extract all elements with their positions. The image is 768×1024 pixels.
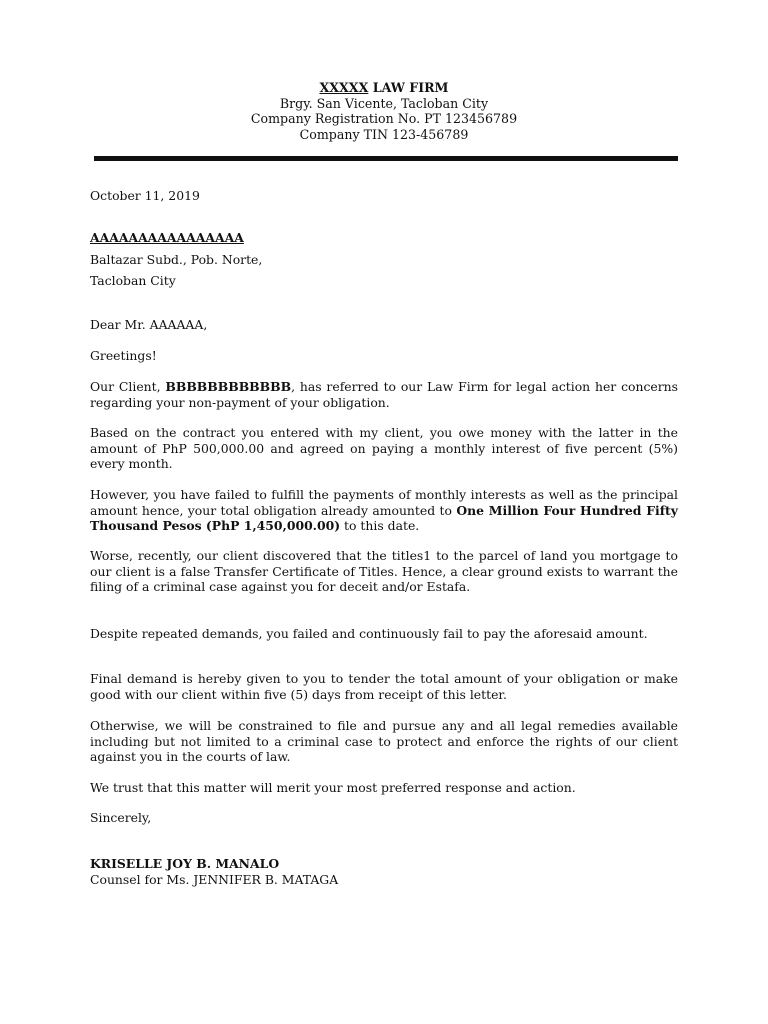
firm-name-placeholder: XXXXX — [319, 80, 369, 95]
client-name: BBBBBBBBBBBB — [165, 379, 292, 394]
firm-address: Brgy. San Vicente, Tacloban City — [279, 95, 489, 111]
greeting: Greetings! — [90, 348, 157, 363]
paragraph-repeated-demands: Despite repeated demands, you failed and continuously fail to pay the aforesaid amount. — [90, 626, 648, 641]
obligation-amount: One Million Four Hundred Fifty Thousand Pesos (PhP 1,450,000.00) — [90, 502, 678, 533]
firm-registration: Company Registration No. PT 123456789 — [250, 111, 518, 126]
signatory-title: Counsel for Ms. JENNIFER B. MATAGA — [90, 872, 339, 887]
closing: Sincerely, — [90, 810, 152, 825]
paragraph-client-referral — [90, 379, 678, 410]
p3-text-after: to this date. — [340, 518, 420, 533]
paragraph-false-title: Worse, recently, our client discovered that the titles1 to the parcel of land you mortgage to our client is a false Transfer Certificate of Titles. Hence, a clear ground exists to warrant the filing of a criminal case against you for deceit and/or Estafa. — [90, 548, 678, 594]
firm-name-suffix: LAW FIRM — [368, 80, 449, 95]
signatory-name: KRISELLE JOY B. MANALO — [90, 856, 280, 871]
p3-text-before: However, you have failed to fulfill the payments of monthly interests as well as the principal amount hence, your total obligation already amounted to — [90, 487, 678, 518]
p1-text-before: Our Client, — [90, 379, 166, 394]
paragraph-contract: Based on the contract you entered with my client, you owe money with the latter in the amount of PhP 500,000.00 and agreed on paying a monthly interest of five percent (5%) every month. — [90, 425, 678, 471]
letter-date: October 11, 2019 — [90, 188, 200, 203]
recipient-address-line1: Baltazar Subd., Pob. Norte, — [90, 252, 263, 267]
recipient-name: AAAAAAAAAAAAAAAA — [90, 230, 244, 245]
p1-text-after: , has referred to our Law Firm for legal action her concerns regarding your non-payment of your obligation. — [90, 379, 678, 410]
salutation: Dear Mr. AAAAAA, — [90, 317, 208, 332]
paragraph-final-demand: Final demand is hereby given to you to tender the total amount of your obligation or make good with our client within five (5) days from receipt of this letter. — [90, 671, 678, 702]
letterhead — [0, 80, 768, 142]
letterhead-divider — [94, 156, 678, 161]
firm-tin: Company TIN 123-456789 — [299, 126, 469, 142]
paragraph-obligation — [90, 487, 678, 534]
firm-name — [0, 80, 768, 96]
paragraph-trust: We trust that this matter will merit your most preferred response and action. — [90, 780, 576, 795]
paragraph-legal-remedies: Otherwise, we will be constrained to file and pursue any and all legal remedies available including but not limited to a criminal case to protect and enforce the rights of our client against you in the courts of law. — [90, 718, 678, 764]
recipient-address-line2: Tacloban City — [90, 273, 176, 288]
